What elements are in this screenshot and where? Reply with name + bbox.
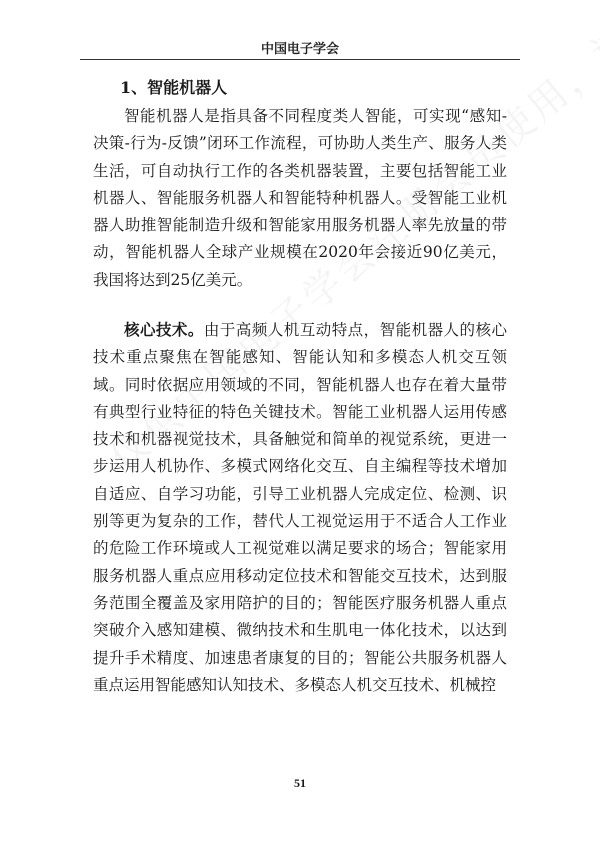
core-technology-paragraph	[93, 316, 507, 699]
core-technology-text: 由于高频人机互动特点，智能机器人的核心技术重点聚焦在智能感知、智能认知和多模态人机交互领域。同时依据应用领域的不同，智能机器人也存在着大量带有典型行业特征的特色关键技术。智能工业机器人运用传感技术和机器视觉技术，具备触觉和简单的视觉系统，更进一步运用人机协作、多模式网络化交互、自主编程等技术增加自适应、自学习功能，引导工业机器人完成定位、检测、识别等更为复杂的工作，替代人工视觉运用于不适合人工作业的危险工作环境或人工视觉难以满足要求的场合；智能家用服务机器人重点应用移动定位技术和智能交互技术，达到服务范围全覆盖及家用陪护的目的；智能医疗服务机器人重点突破介入感知建模、微纳技术和生肌电一体化技术，以达到提升手术精度、加速患者康复的目的；智能公共服务机器人重点运用智能感知认知技术、多模态人机交互技术、机械控	[93, 321, 507, 694]
header-rule	[80, 59, 520, 60]
page-number: 51	[294, 776, 306, 790]
page-header: 中国电子学会	[260, 42, 339, 57]
section-title: 1、智能机器人	[120, 78, 228, 97]
intro-paragraph: 智能机器人是指具备不同程度类人智能，可实现“感知-决策-行为-反馈”闭环工作流程，可协助人类生产、服务人类生活，可自动执行工作的各类机器装置，主要包括智能工业机器人、智能服务机器人和智能特种机器人。受智能工业机器人助推智能制造升级和智能家用服务机器人率先放量的带动，智能机器人全球产业规模在2020年会接近90亿美元，我国将达到25亿美元。	[93, 107, 507, 289]
core-technology-term: 核心技术。	[124, 320, 204, 339]
